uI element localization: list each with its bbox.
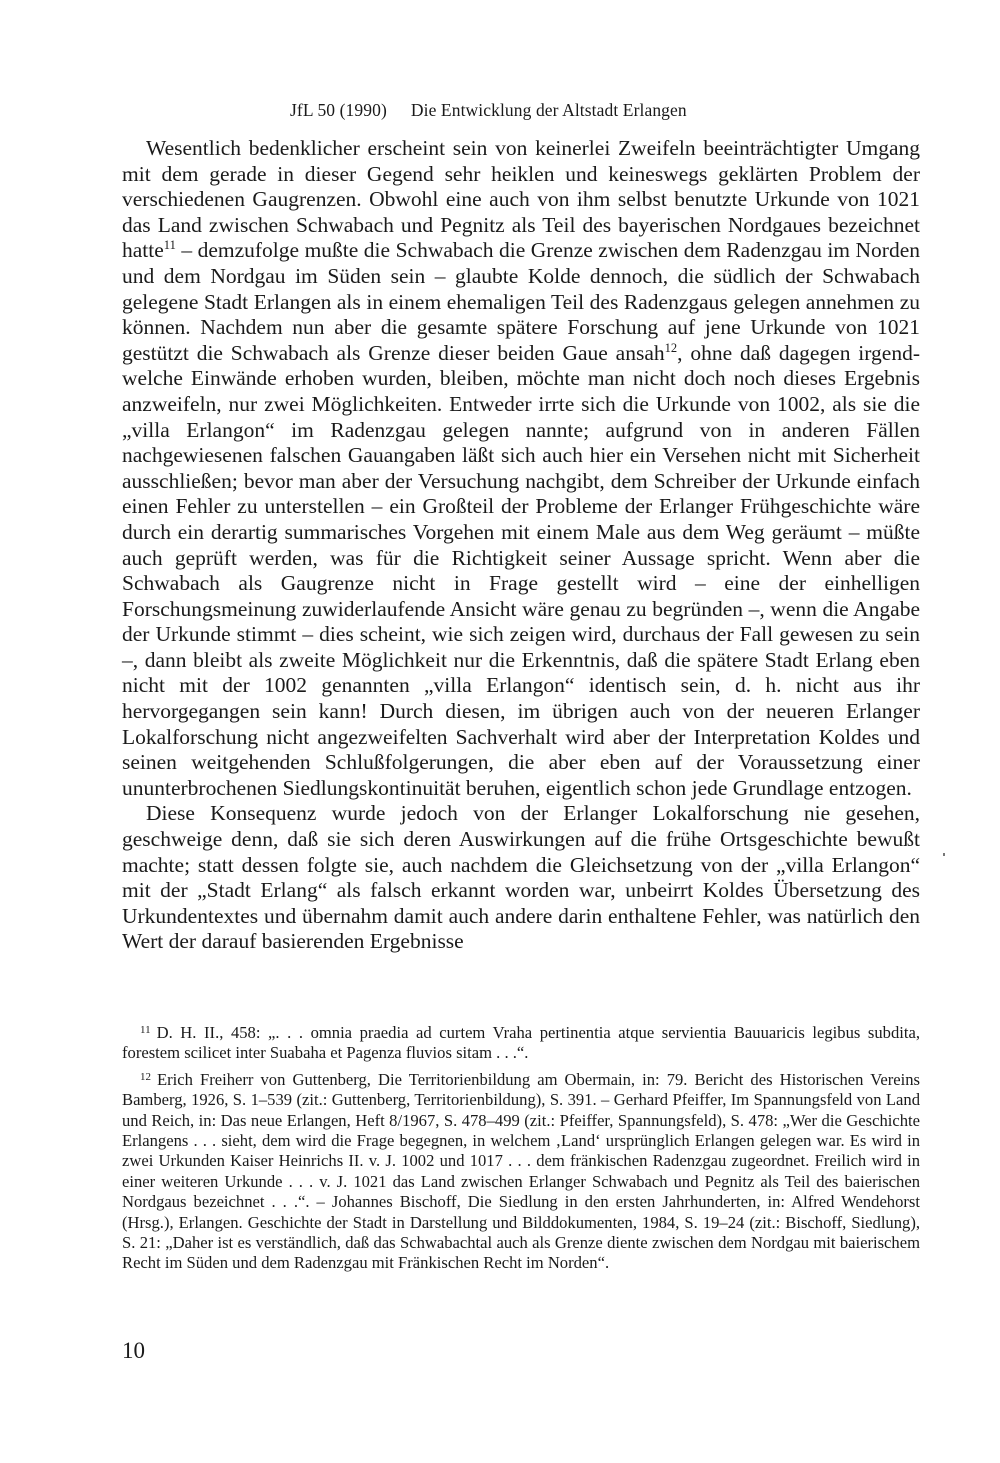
- footnote-number: 12: [140, 1070, 151, 1083]
- footnote-12: [122, 1067, 920, 1274]
- scan-speck: [943, 853, 945, 856]
- page-number: 10: [122, 1338, 145, 1363]
- footnote-ref-11[interactable]: 11: [163, 238, 176, 253]
- paragraph-1: [122, 136, 920, 801]
- paragraph-1-part-a: Wesentlich bedenklicher erscheint sein von keinerlei Zweifeln beeinträchtigter Umgang mit dem gerade in dieser Gegend sehr heiklen und keineswegs geklärten Problem der verschiedenen Gaugrenzen. Obwohl eine auch von ihm selbst benutzte Urkunde von 1021 das Land zwischen Schwabach und Pegnitz als Teil des bayerischen Nordgaues bezeichnet hatte: [122, 136, 920, 263]
- paragraph-1-part-c: , ohne daß dagegen irgendwelche Einwände erhoben wurden, bleiben, möchte man nicht doch noch dieses Ergebnis anzweifeln, nur zwei Möglichkeiten. Entweder irrte sich die Urkunde von 1002, als sie die „villa Erlangon“ im Radenzgau gelegen nannte; aufgrund von in anderen Fällen nachgewiesenen falschen Gauangaben läßt sich auch hier ein Versehen nicht mit Sicherheit ausschließen; bevor man aber der Versuchung nachgibt, dem Schreiber der Urkunde einfach einen Fehler zu unterstellen – ein Großteil der Probleme der Erlanger Frühgeschichte wäre durch ein derartig summarisches Vorgehen mit einem Male aus dem Weg geräumt – müßte auch geprüft werden, was für die Richtigkeit seiner Aussage spricht. Wenn aber die Schwabach als Gaugrenze nicht in Frage gestellt wird – eine der einhelligen Forschungsmeinung zuwiderlaufende Ansicht wäre genau zu begründen –, wenn die Angabe der Urkunde stimmt – dies scheint, wie sich zeigen wird, durchaus der Fall gewesen zu sein –, dann bleibt als zweite Möglichkeit nur die Erkenntnis, daß die spätere Stadt Erlang eben nicht mit der 1002 genannten „villa Erlangon“ identisch sein, d. h. nicht aus ihr hervorgegangen sein kann! Durch diesen, im übrigen auch von der neueren Erlanger Lokalforschung nicht angezweifelten Sachverhalt wird aber der Interpretation Koldes und seinen weitgehenden Schlußfolgerungen, die aber eben auf der Voraussetzung einer ununterbrochenen Siedlungskontinuität beruhen, eigentlich schon jede Grundlage entzogen.: [122, 340, 920, 800]
- running-head: [290, 100, 687, 121]
- footnote-text: Erich Freiherr von Guttenberg, Die Territorienbildung am Obermain, in: 79. Bericht des Historischen Vereins Bamberg, 1926, S. 1–539 (zit.: Guttenberg, Territorienbildung), S. 391. – Gerhard Pfeiffer, Im Spannungsfeld von Land und Reich, in: Das neue Erlangen, Heft 8/1967, S. 478–499 (zit.: Pfeiffer, Spannungsfeld), S. 478: „Wer die Geschichte Erlangens . . . sieht, dem wird die Frage begegnen, in welchem ‚Land‘ ursprünglich Erlangen gelegen war. Es wird in zwei Urkunden Kaiser Heinrichs II. v. J. 1002 und 1017 . . . dem fränkischen Radenzgau zugeordnet. Freilich wird in einer weiteren Urkunde . . . v. J. 1021 das Land zwischen Erlanger Schwabach und Pegnitz als Teil des baierischen Nordgaus bezeichnet . . .“. – Johannes Bischoff, Die Siedlung in den ersten Jahrhunderten, in: Alfred Wendehorst (Hrsg.), Erlangen. Geschichte der Stadt in Darstellung und Bilddokumenten, 1984, S. 19–24 (zit.: Bischoff, Siedlung), S. 21: „Daher ist es verständlich, daß das Schwabachtal auch als Grenze diente zwischen dem Nordgau mit baierischem Recht im Süden und dem Radenzgau mit Fränkischen Recht im Norden“.: [122, 1069, 920, 1273]
- footnotes: [122, 1020, 920, 1277]
- footnote-11: [122, 1020, 920, 1064]
- footnote-ref-12[interactable]: 12: [664, 340, 678, 355]
- journal-citation: JfL 50 (1990): [290, 100, 387, 120]
- paragraph-1-part-b: – demzufolge mußte die Schwabach die Grenze zwischen dem Radenzgau im Norden und dem Nordgau im Süden sein – glaubte Kolde dennoch, die südlich der Schwabach gelegene Stadt Erlangen als in einem ehemaligen Teil des Radenzgaus gelegen annehmen zu können. Nachdem nun aber die gesamte spätere Forschung auf jene Urkunde von 1021 gestützt die Schwabach als Grenze dieser beiden Gaue ansah: [122, 238, 920, 365]
- article-title: Die Entwicklung der Altstadt Erlangen: [410, 100, 687, 120]
- body-text: [122, 136, 920, 955]
- footnote-text: D. H. II., 458: „. . . omnia praedia ad curtem Vraha pertinentia atque servientia Bauuaricis legibus subdita, forestem scilicet inter Suabaha et Pagenza fluvios sitam . . .“.: [122, 1023, 920, 1063]
- footnote-number: 11: [140, 1024, 151, 1036]
- paragraph-2: Diese Konsequenz wurde jedoch von der Erlanger Lokalforschung nie gesehen, geschweige denn, daß sie sich deren Auswirkungen auf die frühe Ortsgeschichte bewußt machte; statt dessen folgte sie, auch nachdem die Gleichsetzung von der „villa Erlangon“ mit der „Stadt Erlang“ als falsch erkannt worden war, unbeirrt Koldes Übersetzung des Urkundentextes und übernahm damit auch andere darin enthaltene Fehler, was natürlich den Wert der darauf basierenden Ergebnisse: [122, 801, 920, 954]
